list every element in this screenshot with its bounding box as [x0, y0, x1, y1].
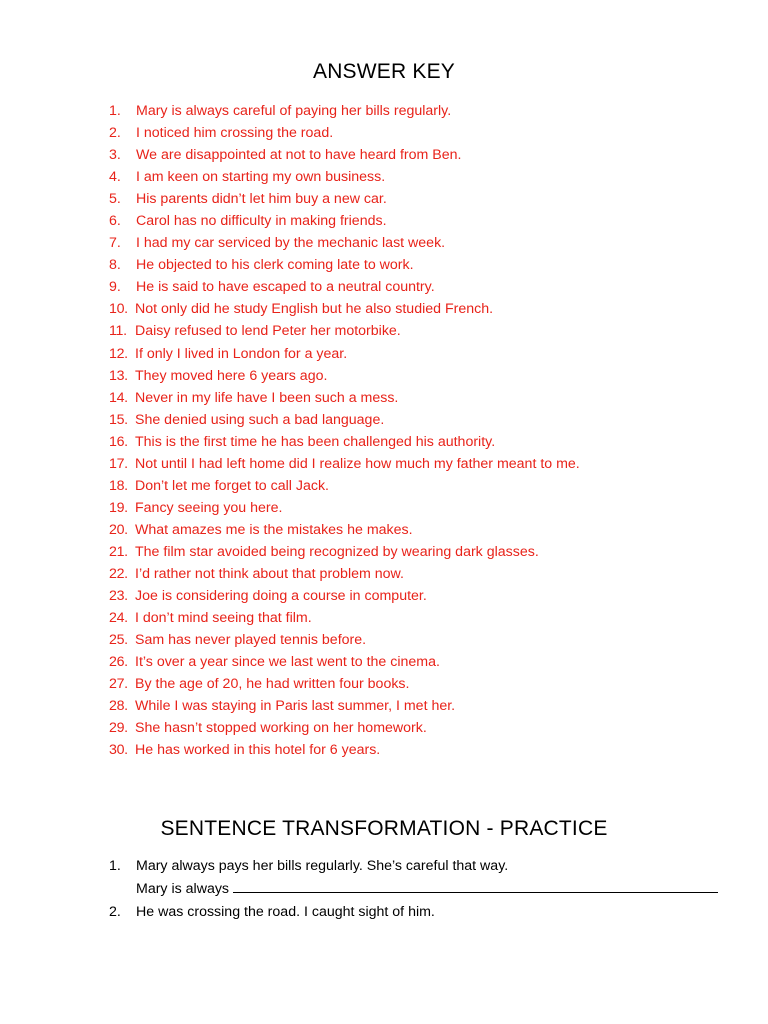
item-number: 6.: [109, 213, 121, 230]
item-number: 7.: [109, 235, 121, 252]
answer-text: Never in my life have I been such a mess.: [135, 389, 399, 406]
item-number: 5.: [109, 191, 121, 208]
answer-item-3: [109, 144, 580, 166]
answer-text: Carol has no difficulty in making friends.: [136, 213, 387, 230]
answer-item-11: [109, 320, 580, 342]
item-number: 1.: [109, 103, 121, 119]
answer-text: Sam has never played tennis before.: [135, 632, 367, 649]
answer-item-24: [109, 607, 580, 629]
item-number: 21.: [109, 543, 128, 560]
item-number: 30.: [109, 742, 128, 759]
answer-item-28: [109, 695, 580, 717]
answer-text: She denied using such a bad language.: [135, 411, 385, 428]
answer-text: I am keen on starting my own business.: [136, 169, 386, 186]
item-number: 22.: [109, 565, 128, 582]
answer-item-14: [109, 387, 580, 409]
answer-text: Not until I had left home did I realize how much my father meant to me.: [135, 455, 580, 472]
answer-item-18: [109, 475, 580, 497]
answer-text: I had my car serviced by the mechanic last week.: [136, 235, 446, 252]
answer-item-17: [109, 453, 580, 475]
answer-key-list: [109, 100, 580, 761]
item-number: 23.: [109, 588, 128, 605]
item-number: 12.: [109, 345, 128, 362]
item-number: 18.: [109, 477, 128, 494]
answer-text: They moved here 6 years ago.: [135, 367, 328, 384]
answer-item-16: [109, 431, 580, 453]
item-number: 20.: [109, 521, 128, 538]
answer-item-1: [109, 100, 580, 122]
answer-text: It’s over a year since we last went to the cinema.: [135, 654, 440, 671]
item-number: 3.: [109, 147, 121, 164]
answer-item-12: [109, 343, 580, 365]
answer-item-6: [109, 210, 580, 232]
item-number: 25.: [109, 632, 128, 649]
item-number: 2.: [109, 125, 121, 142]
answer-text: She hasn’t stopped working on her homework.: [135, 720, 427, 737]
answer-text: I’d rather not think about that problem now.: [135, 565, 404, 582]
item-number: 1.: [109, 858, 121, 874]
answer-item-7: [109, 232, 580, 254]
answer-text: We are disappointed at not to have heard from Ben.: [136, 147, 462, 164]
answer-item-10: [109, 298, 580, 320]
item-number: 4.: [109, 169, 121, 186]
item-number: 11.: [109, 323, 127, 340]
answer-text: If only I lived in London for a year.: [135, 345, 348, 362]
answer-item-20: [109, 519, 580, 541]
answer-text: By the age of 20, he had written four books.: [135, 676, 410, 693]
answer-item-8: [109, 254, 580, 276]
answer-text: Don’t let me forget to call Jack.: [135, 477, 329, 494]
item-number: 26.: [109, 654, 128, 671]
answer-item-5: [109, 188, 580, 210]
answer-item-2: [109, 122, 580, 144]
answer-key-title: ANSWER KEY: [312, 60, 456, 83]
item-number: 9.: [109, 279, 121, 296]
item-number: 29.: [109, 720, 128, 737]
answer-text: While I was staying in Paris last summer, I met her.: [135, 698, 456, 715]
answer-text: Fancy seeing you here.: [135, 499, 283, 516]
item-number: 19.: [109, 499, 128, 516]
answer-item-4: [109, 166, 580, 188]
practice-item-2: [109, 901, 718, 924]
answer-item-29: [109, 717, 580, 739]
item-number: 10.: [109, 301, 128, 318]
item-number: 17.: [109, 455, 128, 472]
item-number: 16.: [109, 433, 128, 450]
practice-section: [109, 855, 718, 924]
answer-text: Daisy refused to lend Peter her motorbike.: [135, 323, 401, 340]
answer-text: This is the first time he has been challenged his authority.: [135, 433, 496, 450]
practice-prompt: Mary is always: [136, 881, 230, 897]
answer-text: Joe is considering doing a course in computer.: [135, 588, 427, 605]
answer-item-9: [109, 276, 580, 298]
item-number: 14.: [109, 389, 128, 406]
answer-item-26: [109, 651, 580, 673]
answer-item-25: [109, 629, 580, 651]
answer-item-30: [109, 739, 580, 761]
answer-text: What amazes me is the mistakes he makes.: [135, 521, 413, 538]
answer-item-21: [109, 541, 580, 563]
answer-item-15: [109, 409, 580, 431]
answer-text: His parents didn’t let him buy a new car.: [136, 191, 387, 208]
answer-text: He has worked in this hotel for 6 years.: [135, 742, 381, 759]
practice-item-1: [109, 855, 718, 878]
item-number: 28.: [109, 698, 128, 715]
answer-item-19: [109, 497, 580, 519]
answer-item-23: [109, 585, 580, 607]
answer-text: The film star avoided being recognized by wearing dark glasses.: [135, 543, 539, 560]
answer-blank-line: [233, 878, 718, 893]
item-number: 15.: [109, 411, 128, 428]
practice-title: SENTENCE TRANSFORMATION - PRACTICE: [160, 817, 608, 840]
practice-sentence: Mary always pays her bills regularly. She’s careful that way.: [136, 858, 509, 874]
item-number: 2.: [109, 904, 121, 920]
answer-text: Not only did he study English but he also studied French.: [135, 301, 494, 318]
practice-prompt-line: [109, 878, 718, 901]
item-number: 13.: [109, 367, 128, 384]
answer-text: He objected to his clerk coming late to work.: [136, 257, 414, 274]
answer-text: He is said to have escaped to a neutral country.: [136, 279, 435, 296]
answer-item-13: [109, 365, 580, 387]
answer-text: Mary is always careful of paying her bills regularly.: [136, 103, 452, 119]
answer-item-27: [109, 673, 580, 695]
item-number: 27.: [109, 676, 128, 693]
answer-text: I don’t mind seeing that film.: [135, 610, 312, 627]
practice-sentence: He was crossing the road. I caught sight of him.: [136, 904, 435, 920]
item-number: 8.: [109, 257, 121, 274]
item-number: 24.: [109, 610, 128, 627]
answer-item-22: [109, 563, 580, 585]
answer-text: I noticed him crossing the road.: [136, 125, 334, 142]
